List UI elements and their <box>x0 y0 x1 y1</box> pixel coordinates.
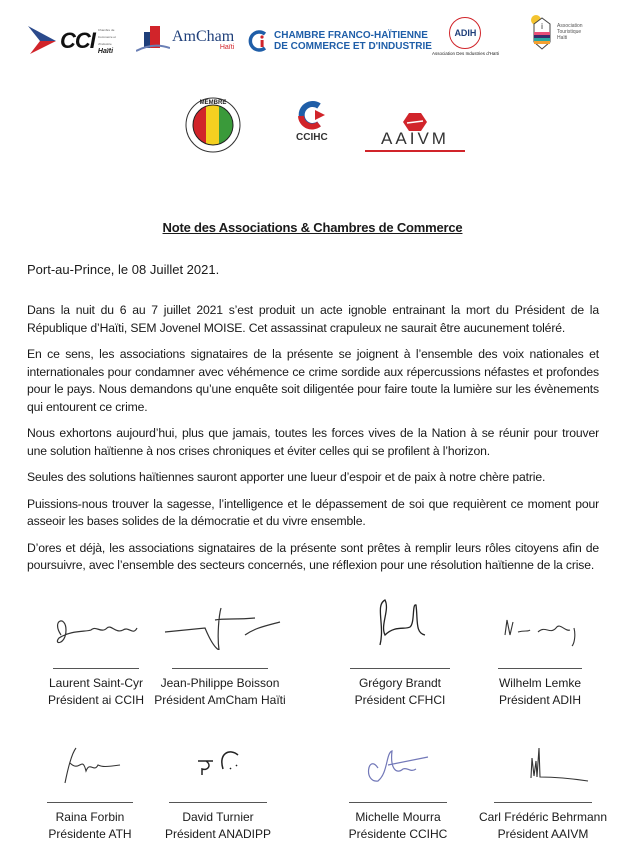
adih-subtitle: Association Des Industries d'Haïti <box>432 51 499 56</box>
cfhci-line2: DE COMMERCE ET D'INDUSTRIE <box>274 41 432 52</box>
letter-body <box>27 302 599 584</box>
membre-seal-icon <box>184 93 242 157</box>
page-title: Note des Associations & Chambres de Commerce <box>162 220 463 235</box>
ath-logo <box>530 14 583 50</box>
cfhci-line1: CHAMBRE FRANCO-HAÏTIENNE <box>274 30 428 41</box>
ccihc-c-icon <box>297 100 327 130</box>
signatory-role: Président ai CCIH <box>47 693 145 707</box>
paragraph: Seules des solutions haïtiennes sauront apporter une lueur d’espoir et de paix à notre chère patrie. <box>27 470 546 484</box>
cci-text: CCI <box>60 28 95 53</box>
ccihc-text: CCIHC <box>296 132 328 143</box>
signatory-name: Laurent Saint-Cyr <box>48 676 144 690</box>
signature-image <box>350 595 450 650</box>
adih-text: ADIH <box>454 28 477 38</box>
svg-text:i: i <box>541 22 543 31</box>
signatory-block <box>140 600 300 709</box>
ath-line1: Association <box>557 23 583 29</box>
ath-emblem-icon <box>530 14 554 50</box>
svg-text:MEMBRE: MEMBRE <box>199 100 227 106</box>
amcham-text: AmCham <box>172 27 235 45</box>
signatory-name: David Turnier <box>182 810 254 824</box>
paragraph: D’ores et déjà, les associations signataires de la présente sont prêtes à remplir leurs rôles citoyens afin de poursuivre, avec l’ensemble des secteurs concernés, une réflexion pour une résolution haïtienne de la crise. <box>27 540 599 572</box>
amcham-haiti: Haïti <box>219 43 235 51</box>
ath-line3: Haïti <box>557 35 568 41</box>
signatory-role: Président AAIVM <box>497 827 589 841</box>
paragraph: Puissions-nous trouver la sagesse, l’intelligence et le dépassement de soi que requièrent ce moment pour asseoir les bases solides de la démocratie et du vivre ensemble. <box>27 496 599 528</box>
anadipp-membre-logo <box>184 93 242 157</box>
signatory-name: Carl Frédéric Behrmann <box>478 810 608 824</box>
cci-small: Chambre de Commerce et d'Industrie <box>97 28 116 46</box>
signatory-role: Président AmCham Haïti <box>154 693 286 707</box>
signature-image <box>40 743 140 788</box>
signatory-name: Grégory Brandt <box>358 676 442 690</box>
cci-arrow-icon <box>28 26 58 56</box>
paragraph: Dans la nuit du 6 au 7 juillet 2021 s’est produit un acte ignoble entrainant la mort du Président de la République d’Haïti, SEM Jovenel MOISE. Cet assassinat crapuleux ne saurait être aucunement toléré. <box>27 303 599 335</box>
signature-image <box>41 600 151 650</box>
signatory-block <box>143 743 293 843</box>
cci-haiti-logo <box>28 26 118 56</box>
signatory-name: Wilhelm Lemke <box>498 676 582 690</box>
amcham-logo <box>136 24 234 54</box>
signatory-role: Présidente ATH <box>48 827 132 841</box>
aaivm-logo <box>365 113 465 152</box>
signature-image <box>155 600 285 650</box>
signatory-name: Raina Forbin <box>55 810 125 824</box>
signature-image <box>348 743 448 788</box>
signatory-role: Président CFHCI <box>354 693 446 707</box>
signatory-role: Président ANADIPP <box>164 827 272 841</box>
cfhci-c-icon <box>248 30 270 52</box>
aaivm-text: AAIVM <box>381 129 449 148</box>
paragraph: Nous exhortons aujourd’hui, plus que jamais, toutes les forces vives de la Nation à se réunir pour trouver une solution haïtienne à nos crises chroniques et éviter celles qui se profilent à l’horizon. <box>27 426 599 458</box>
signature-image <box>493 743 593 788</box>
signatory-role: Président ADIH <box>498 693 582 707</box>
adih-logo <box>432 17 499 56</box>
signatory-block <box>330 595 470 709</box>
signature-image <box>168 743 268 788</box>
paragraph: En ce sens, les associations signataires de la présente se joignent à l’ensemble des voix nationales et internationales pour condamner avec véhémence ce crime sordide aux répercussions néfastes et profondes pour le pays. Nous demandons qu’une enquête soit diligentée pour faire toute la lumière sur les évènements qui entourent ce crime. <box>27 347 599 414</box>
date-line: Port-au-Prince, le 08 Juillet 2021. <box>27 262 220 277</box>
ath-line2: Touristique <box>557 29 582 35</box>
signatory-name: Michelle Mourra <box>355 810 441 824</box>
ccihc-logo <box>296 100 328 143</box>
amcham-building-icon <box>136 24 170 54</box>
signatory-block <box>328 743 468 843</box>
signatory-block <box>470 600 610 709</box>
signatory-block <box>468 743 618 843</box>
signatory-role: Présidente CCIHC <box>348 827 448 841</box>
signatory-block <box>20 743 160 843</box>
signature-image <box>490 600 590 650</box>
cci-haiti: Haïti <box>97 48 114 55</box>
signatory-name: Jean-Philippe Boisson <box>160 676 280 690</box>
cfhci-logo <box>248 30 432 52</box>
